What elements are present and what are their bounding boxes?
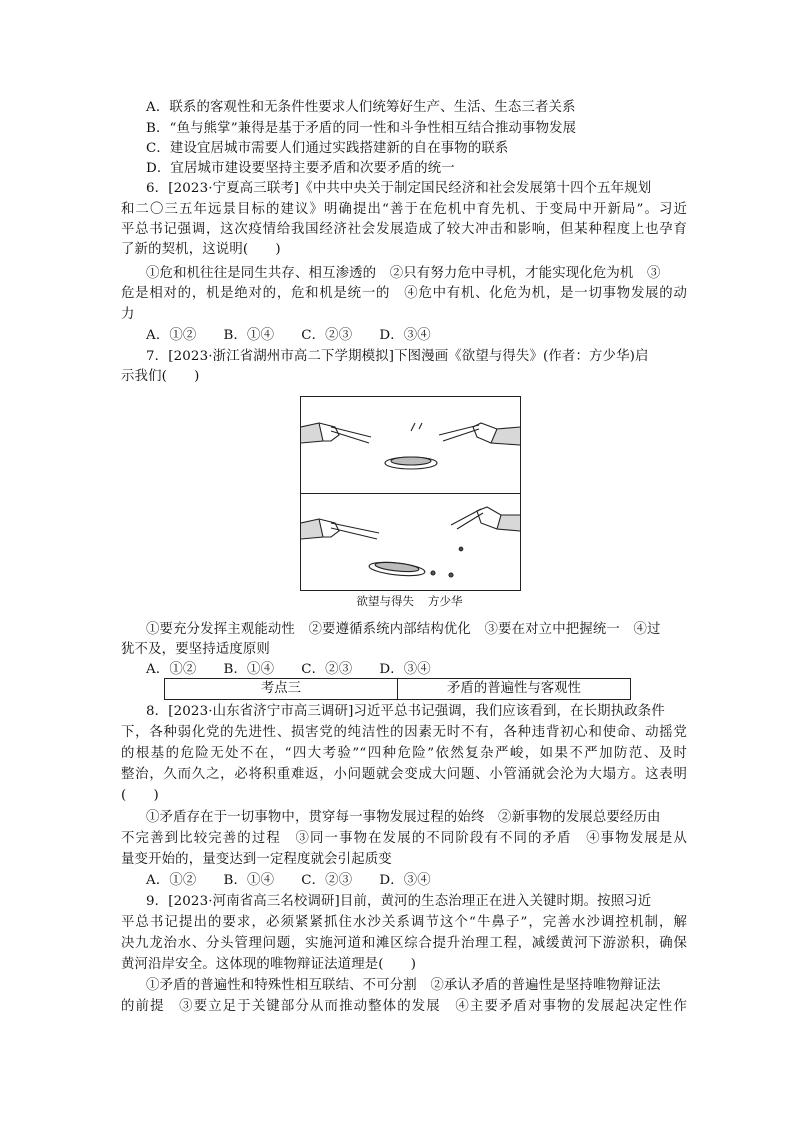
section-number: 考点三 [260,681,302,696]
q9-statement-line: ①矛盾的普遍性和特殊性相互联结、不可分割 ②承认矛盾的普遍性是坚持唯物辩证法 [146,978,661,993]
q6-statement-line: ①危和机往往是同生共存、相互渗透的 ②只有努力危中寻机，才能实现化危为机 ③ [146,266,661,281]
q8-choices: A．①② B．①④ C．②③ D．③④ [146,873,431,888]
q6-statement-line: 力 [121,307,135,322]
q6-stem-line: 6．[2023·宁夏高三联考]《中共中央关于制定国民经济和社会发展第十四个五年规划 [146,181,652,196]
q7-stem-line: 7．[2023·浙江省湖州市高二下学期模拟]下图漫画《欲望与得失》(作者：方少华)启 [146,349,649,364]
q7-statement-line: ①要充分发挥主观能动性 ②要遵循系统内部结构优化 ③要在对立中把握统一 ④过 [146,622,661,637]
q6-choices: A．①② B．①④ C．②③ D．③④ [146,328,431,343]
q7-choices: A．①② B．①④ C．②③ D．③④ [146,662,431,677]
q9-statement-line: 的前提 ③要立足于关键部分从而推动整体的发展 ④主要矛盾对事物的发展起决定性作 [121,999,687,1014]
q7-statement-line: 犹不及，要坚持适度原则 [121,642,270,657]
cartoon-author: 方少华 [428,594,463,608]
q9-stem-line: 黄河沿岸安全。这体现的唯物辩证法道理是( ) [121,957,417,972]
q8-statement-line: 量变开始的，量变达到一定程度就会引起质变 [121,852,392,867]
q5-option-b: B．“鱼与熊掌”兼得是基于矛盾的同一性和斗争性相互结合推动事物发展 [146,121,577,136]
section-title: 矛盾的普遍性与客观性 [397,679,630,699]
q5-option-d: D．宜居城市建设要坚持主要矛盾和次要矛盾的统一 [146,161,455,176]
q5-option-c: C．建设宜居城市需要人们通过实践搭建新的自在事物的联系 [146,141,509,156]
q5-option-a: A．联系的客观性和无条件性要求人们统筹好生产、生活、生态三者关系 [146,100,576,115]
cartoon-illustration [301,397,520,590]
q6-stem-line: 和二〇三五年远景目标的建议》明确提出“善于在危机中育先机、于变局中开新局”。习近 [121,202,687,217]
q9-stem-line: 平总书记提出的要求，必须紧紧抓住水沙关系调节这个“牛鼻子”，完善水沙调控机制，解 [121,915,687,930]
q6-stem-line: 了新的契机，这说明( ) [121,242,281,257]
q8-stem-line: 整治，久而久之，必将积重难返，小问题就会变成大问题、小管涌就会沦为大塌方。这表明 [121,767,687,782]
section-header-table [164,678,631,700]
cartoon-title: 欲望与得失 [356,594,414,608]
q8-stem-line: 下，各种弱化党的先进性、损害党的纯洁性的因素无时不有，各种违背初心和使命、动摇党 [121,725,687,740]
q9-stem-line: 9．[2023·河南省高三名校调研]目前，黄河的生态治理正在进入关键时期。按照习近 [146,894,652,909]
q6-stem-line: 平总书记强调，这次疫情给我国经济社会发展造成了较大冲击和影响，但某种程度上也孕育 [121,222,687,237]
q8-stem-line: ( ) [121,788,159,803]
q8-statement-line: ①矛盾存在于一切事物中，贯穿每一事物发展过程的始终 ②新事物的发展总要经历由 [146,810,661,825]
q8-statement-line: 不完善到比较完善的过程 ③同一事物在发展的不同阶段有不同的矛盾 ④事物发展是从 [121,831,687,846]
cartoon-figure [300,396,521,591]
q8-stem-line: 8．[2023·山东省济宁市高三调研]习近平总书记强调，我们应该看到，在长期执政条件 [146,704,665,719]
q6-statement-line: 危是相对的，机是绝对的，危和机是统一的 ④危中有机、化危为机，是一切事物发展的动 [121,286,687,301]
cartoon-caption [300,592,519,610]
q8-stem-line: 的根基的危险无处不在，“四大考验”“四种危险”依然复杂严峻，如果不严加防范、及时 [121,746,687,761]
q9-stem-line: 决九龙治水、分头管理问题，实施河道和滩区综合提升治理工程，减缓黄河下游淤积，确保 [121,936,687,951]
q7-stem-line: 示我们( ) [121,369,200,384]
